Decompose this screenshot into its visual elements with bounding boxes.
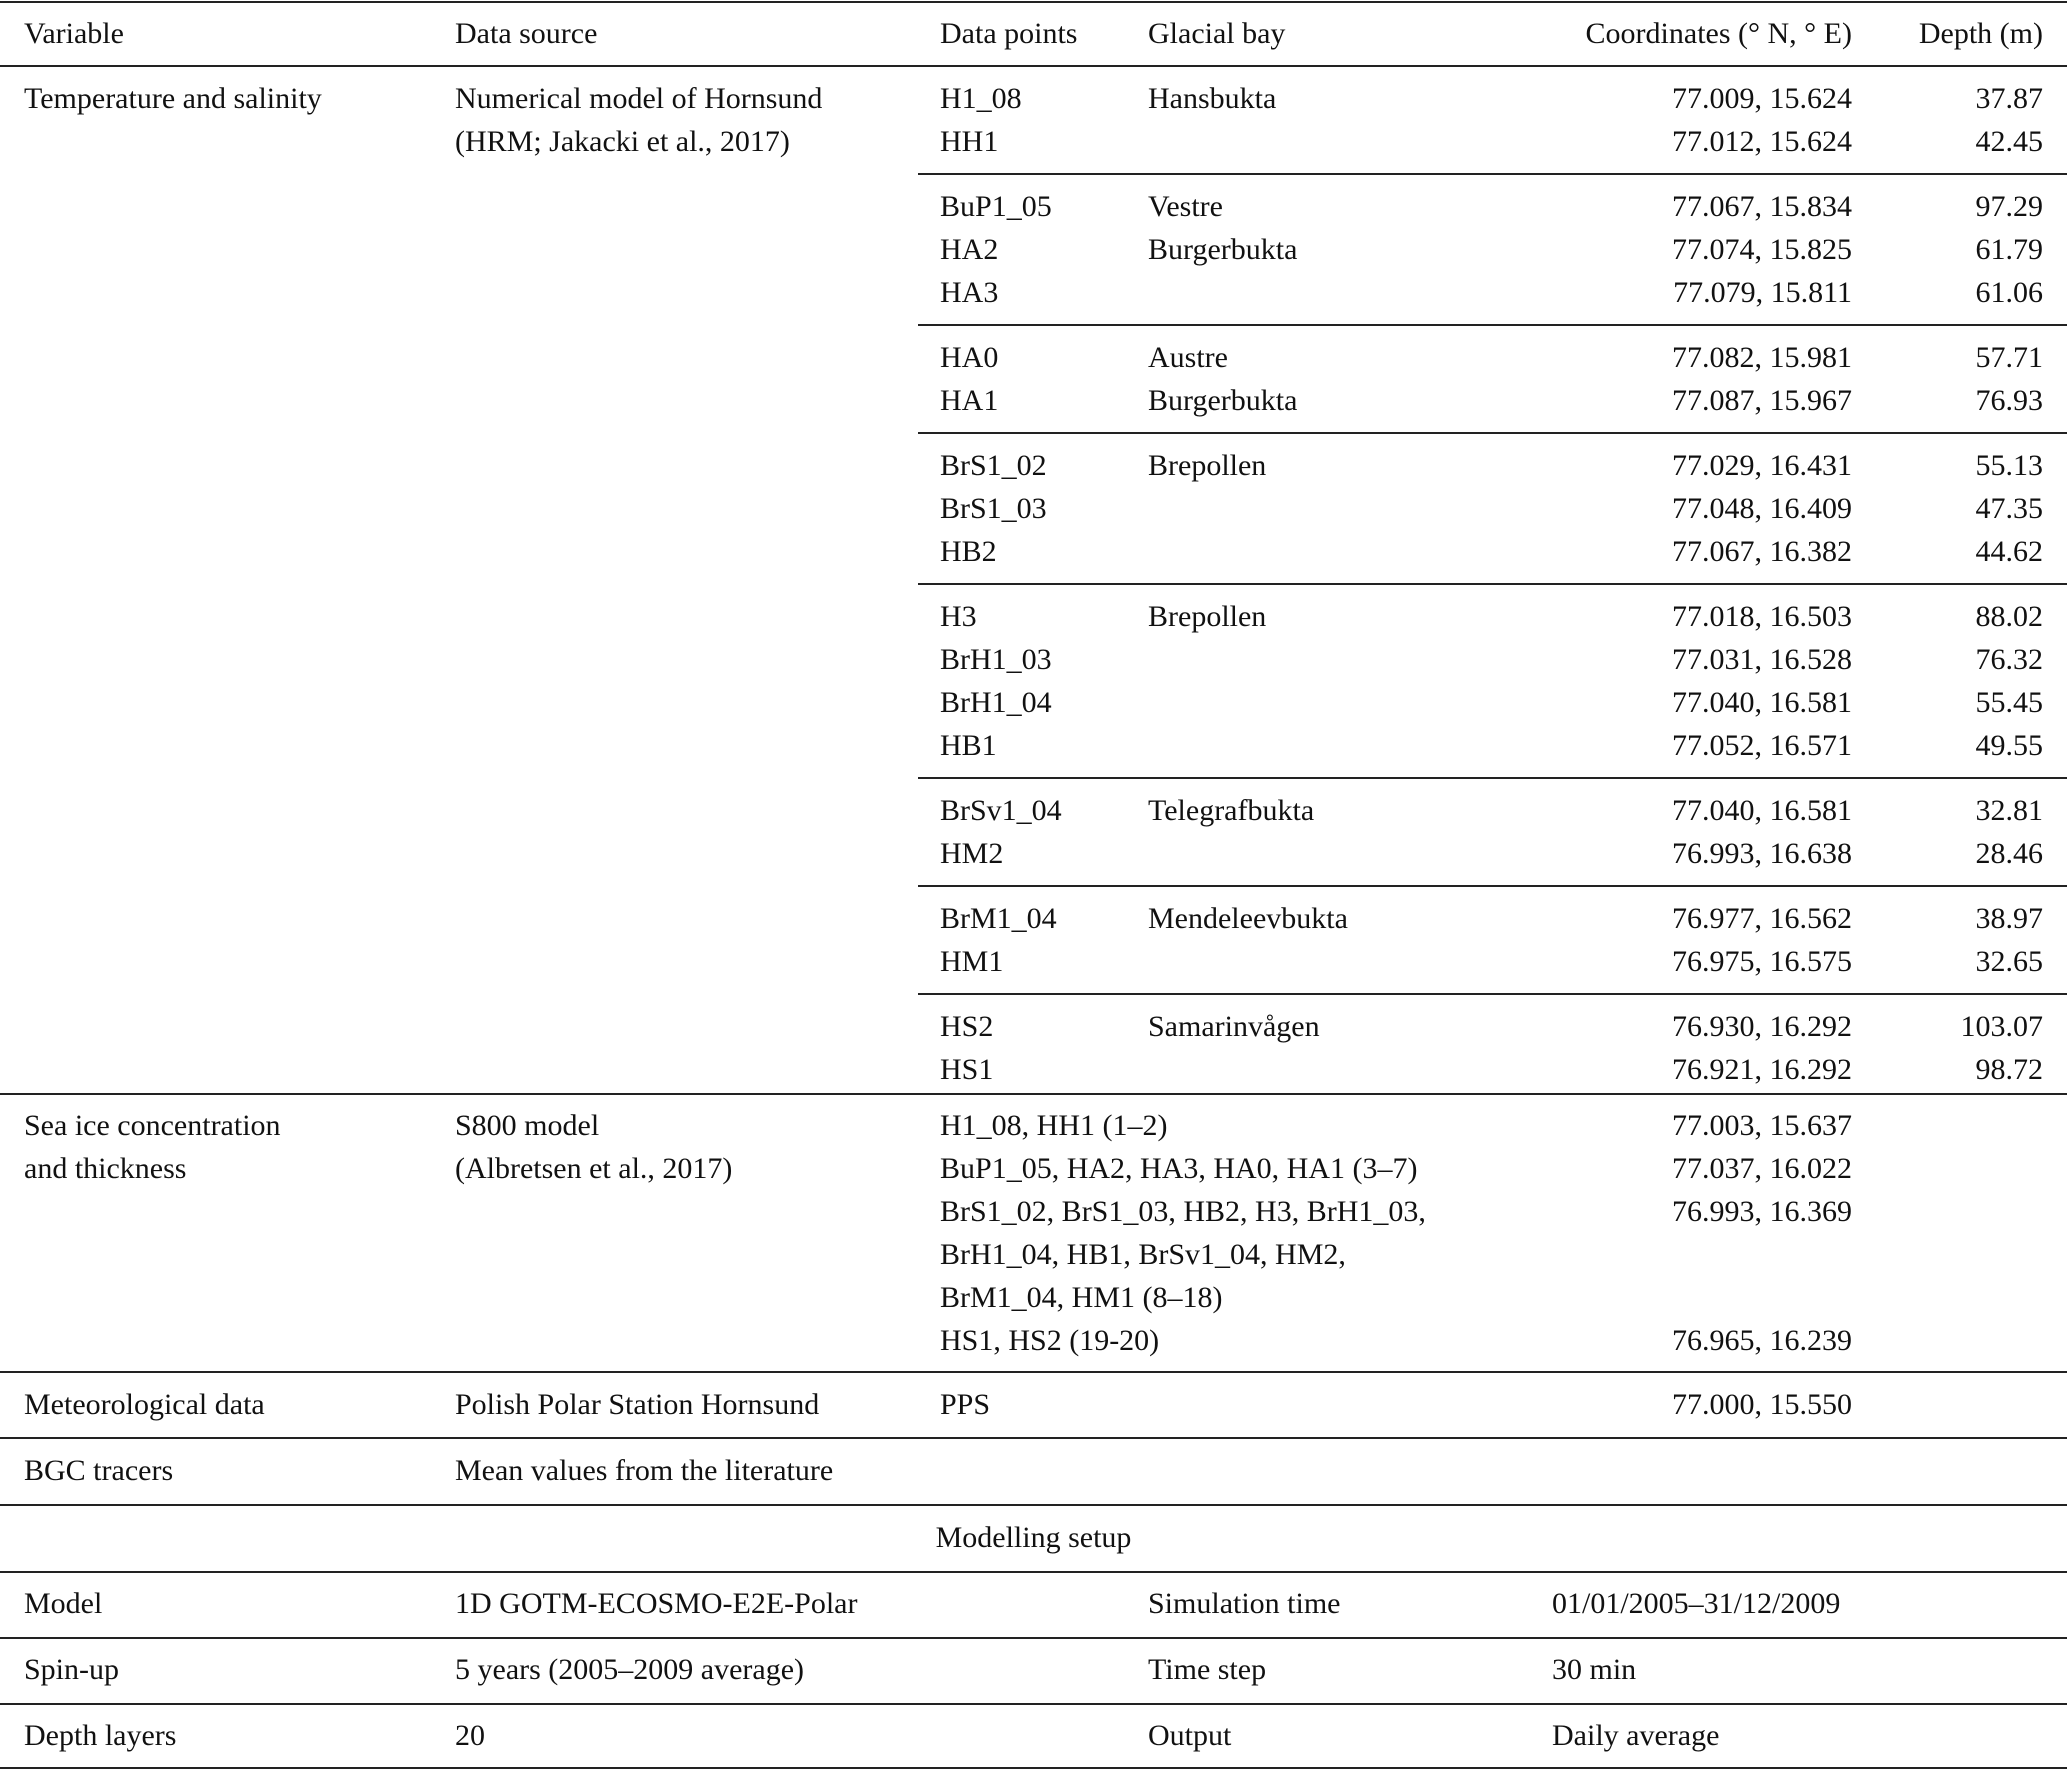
sea-ice-coordinates: 77.037, 16.022: [1672, 1152, 1852, 1185]
data-point-id: BrH1_03: [940, 643, 1052, 676]
setup-label2: Simulation time: [1148, 1587, 1341, 1620]
setup-label2: Time step: [1148, 1653, 1267, 1686]
setup-value2: 30 min: [1552, 1653, 1637, 1686]
coordinates: 77.082, 15.981: [1672, 341, 1852, 374]
coordinates: 77.079, 15.811: [1673, 276, 1852, 309]
depth: 55.45: [1975, 686, 2043, 719]
data-point-id: HA2: [940, 233, 999, 266]
source-bgc: Mean values from the literature: [455, 1454, 834, 1487]
data-point-id: BrS1_02: [940, 449, 1047, 482]
data-point-id: H1_08: [940, 82, 1022, 115]
setup-label: Model: [24, 1587, 103, 1620]
section-rule: [0, 1571, 2067, 1573]
data-point-id: HM1: [940, 945, 1004, 978]
source-s800-line2: (Albretsen et al., 2017): [455, 1152, 733, 1185]
data-point-id: BuP1_05: [940, 190, 1052, 223]
depth: 47.35: [1975, 492, 2043, 525]
coordinates: 76.930, 16.292: [1672, 1010, 1852, 1043]
coordinates: 77.048, 16.409: [1672, 492, 1852, 525]
source-s800-line1: S800 model: [455, 1109, 600, 1142]
header-data-source: Data source: [455, 17, 598, 50]
data-point-id: BrH1_04: [940, 686, 1052, 719]
depth: 98.72: [1975, 1053, 2043, 1086]
depth: 37.87: [1975, 82, 2043, 115]
sea-ice-points: HS1, HS2 (19-20): [940, 1324, 1160, 1357]
header-variable: Variable: [24, 17, 124, 50]
data-point-id: HB2: [940, 535, 997, 568]
depth: 61.79: [1975, 233, 2043, 266]
setup-value: 5 years (2005–2009 average): [455, 1653, 805, 1686]
depth: 76.32: [1975, 643, 2043, 676]
depth: 88.02: [1975, 600, 2043, 633]
setup-label: Spin-up: [24, 1653, 120, 1686]
sea-ice-points: BrH1_04, HB1, BrSv1_04, HM2,: [940, 1238, 1346, 1271]
variable-sea-ice-line2: and thickness: [24, 1152, 187, 1185]
setup-value: 20: [455, 1719, 485, 1752]
coordinates: 76.975, 16.575: [1672, 945, 1852, 978]
setup-value2: 01/01/2005–31/12/2009: [1552, 1587, 1841, 1620]
coord-meteo: 77.000, 15.550: [1672, 1388, 1852, 1421]
glacial-bay: Mendeleevbukta: [1148, 902, 1348, 935]
setup-value2: Daily average: [1552, 1719, 1720, 1752]
group-rule: [918, 993, 2067, 995]
coordinates: 77.031, 16.528: [1672, 643, 1852, 676]
depth: 76.93: [1975, 384, 2043, 417]
setup-label: Depth layers: [24, 1719, 177, 1752]
data-point-id: BrM1_04: [940, 902, 1057, 935]
glacial-bay: Brepollen: [1148, 449, 1267, 482]
coordinates: 77.012, 15.624: [1672, 125, 1852, 158]
depth: 103.07: [1960, 1010, 2043, 1043]
bottom-rule: [0, 1767, 2067, 1769]
section-rule: [0, 1504, 2067, 1506]
coordinates: 76.921, 16.292: [1672, 1053, 1852, 1086]
glacial-bay: Brepollen: [1148, 600, 1267, 633]
sea-ice-coordinates: 76.993, 16.369: [1672, 1195, 1852, 1228]
source-hrm-line1: Numerical model of Hornsund: [455, 82, 823, 115]
group-rule: [918, 777, 2067, 779]
glacial-bay: Burgerbukta: [1148, 384, 1298, 417]
glacial-bay: Burgerbukta: [1148, 233, 1298, 266]
coordinates: 76.993, 16.638: [1672, 837, 1852, 870]
depth: 44.62: [1975, 535, 2043, 568]
sea-ice-points: BuP1_05, HA2, HA3, HA0, HA1 (3–7): [940, 1152, 1418, 1185]
data-point-id: BrSv1_04: [940, 794, 1062, 827]
source-hrm-line2: (HRM; Jakacki et al., 2017): [455, 125, 790, 158]
coordinates: 77.040, 16.581: [1672, 794, 1852, 827]
data-point-id: H3: [940, 600, 977, 633]
glacial-bay: Austre: [1148, 341, 1228, 374]
group-rule: [918, 583, 2067, 585]
variable-meteo: Meteorological data: [24, 1388, 265, 1421]
depth: 38.97: [1975, 902, 2043, 935]
depth: 55.13: [1975, 449, 2043, 482]
depth: 97.29: [1975, 190, 2043, 223]
header-rule: [0, 65, 2067, 67]
sea-ice-points: BrS1_02, BrS1_03, HB2, H3, BrH1_03,: [940, 1195, 1426, 1228]
coordinates: 77.087, 15.967: [1672, 384, 1852, 417]
coordinates: 77.040, 16.581: [1672, 686, 1852, 719]
group-rule: [918, 885, 2067, 887]
data-point-id: HS1: [940, 1053, 994, 1086]
data-point-id: HB1: [940, 729, 997, 762]
data-point-id: HM2: [940, 837, 1004, 870]
variable-sea-ice-line1: Sea ice concentration: [24, 1109, 281, 1142]
sea-ice-points: H1_08, HH1 (1–2): [940, 1109, 1168, 1142]
setup-label2: Output: [1148, 1719, 1232, 1752]
coordinates: 77.067, 15.834: [1672, 190, 1852, 223]
coordinates: 77.009, 15.624: [1672, 82, 1852, 115]
coordinates: 77.029, 16.431: [1672, 449, 1852, 482]
data-point-id: HA0: [940, 341, 999, 374]
group-rule: [918, 173, 2067, 175]
data-point-id: HS2: [940, 1010, 994, 1043]
sea-ice-coordinates: 76.965, 16.239: [1672, 1324, 1852, 1357]
glacial-bay: Telegrafbukta: [1148, 794, 1315, 827]
data-point-id: HA3: [940, 276, 999, 309]
data-point-id: BrS1_03: [940, 492, 1047, 525]
coordinates: 77.074, 15.825: [1672, 233, 1852, 266]
glacial-bay: Samarinvågen: [1148, 1010, 1320, 1043]
header-glacial-bay: Glacial bay: [1148, 17, 1286, 50]
setup-value: 1D GOTM-ECOSMO-E2E-Polar: [455, 1587, 858, 1620]
depth: 61.06: [1975, 276, 2043, 309]
coordinates: 76.977, 16.562: [1672, 902, 1852, 935]
coordinates: 77.067, 16.382: [1672, 535, 1852, 568]
group-rule: [918, 432, 2067, 434]
sea-ice-points: BrM1_04, HM1 (8–18): [940, 1281, 1223, 1314]
top-rule: [0, 1, 2067, 3]
sea-ice-coordinates: 77.003, 15.637: [1672, 1109, 1852, 1142]
section-rule: [0, 1703, 2067, 1705]
depth: 57.71: [1975, 341, 2043, 374]
depth: 32.81: [1975, 794, 2043, 827]
depth: 28.46: [1975, 837, 2043, 870]
group-rule: [918, 324, 2067, 326]
data-point-id: HH1: [940, 125, 999, 158]
modelling-setup-title: Modelling setup: [935, 1521, 1132, 1554]
coordinates: 77.018, 16.503: [1672, 600, 1852, 633]
section-rule: [0, 1093, 2067, 1095]
source-meteo: Polish Polar Station Hornsund: [455, 1388, 820, 1421]
points-meteo: PPS: [940, 1388, 991, 1421]
header-depth: Depth (m): [1918, 17, 2043, 50]
coordinates: 77.052, 16.571: [1672, 729, 1852, 762]
data-point-id: HA1: [940, 384, 999, 417]
section-rule: [0, 1437, 2067, 1439]
glacial-bay: Hansbukta: [1148, 82, 1277, 115]
depth: 32.65: [1975, 945, 2043, 978]
header-coordinates: Coordinates (° N, ° E): [1585, 17, 1852, 50]
header-data-points: Data points: [940, 17, 1078, 50]
variable-temperature-salinity: Temperature and salinity: [24, 82, 322, 115]
depth: 42.45: [1975, 125, 2043, 158]
glacial-bay: Vestre: [1148, 190, 1223, 223]
variable-bgc: BGC tracers: [24, 1454, 174, 1487]
section-rule: [0, 1637, 2067, 1639]
depth: 49.55: [1975, 729, 2043, 762]
section-rule: [0, 1371, 2067, 1373]
